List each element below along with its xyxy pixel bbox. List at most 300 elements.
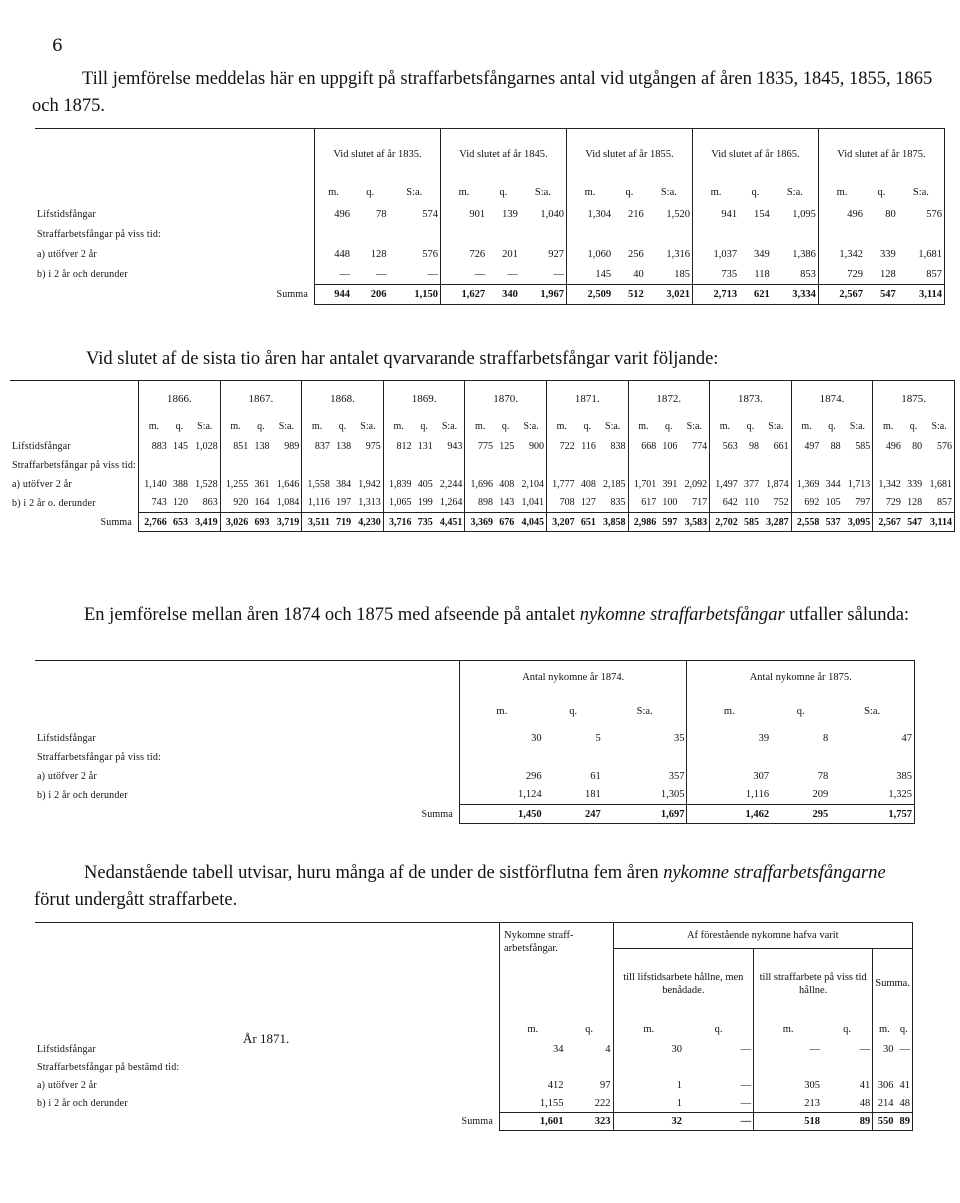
t2-cell: 812 xyxy=(383,437,413,456)
t4-cell: 306 xyxy=(873,1077,896,1095)
t4-cell: — xyxy=(896,1041,913,1059)
page-number: 6 xyxy=(52,36,63,56)
t2-cell xyxy=(353,456,383,475)
prior-sentence-paragraph xyxy=(34,860,914,914)
t2-cell: 128 xyxy=(907,497,923,509)
t2-cell: 857 xyxy=(924,494,954,513)
t1-group-header: Vid slutet af år 1835. xyxy=(315,129,441,181)
t2-cell: 989 xyxy=(284,440,300,452)
t4-cell xyxy=(613,1059,684,1077)
t1-cell xyxy=(898,225,945,245)
t1-cell: — xyxy=(507,268,518,280)
t2-cell xyxy=(139,456,169,475)
table-prior-sentences xyxy=(35,922,913,1131)
t4-cell: 213 xyxy=(754,1095,822,1113)
t2-cell: 3,858 xyxy=(598,513,628,532)
t2-cell xyxy=(924,456,954,475)
t3-subheader: q. xyxy=(569,706,578,717)
t2-cell: 752 xyxy=(773,497,789,509)
t2-subheader: m. xyxy=(139,417,169,437)
t1-cell: 1,304 xyxy=(566,205,613,225)
t4-cell: 48 xyxy=(896,1095,913,1113)
t2-cell: 88 xyxy=(830,440,841,452)
t2-subheader: S:a. xyxy=(523,421,539,432)
t2-cell: 774 xyxy=(692,440,708,452)
t3-cell: 357 xyxy=(668,770,685,782)
t1-cell: 1,386 xyxy=(792,249,816,260)
t3-cell: 247 xyxy=(544,805,603,824)
t2-cell: 106 xyxy=(662,440,678,452)
t2-cell: 642 xyxy=(710,494,740,513)
t3-cell: 35 xyxy=(673,732,685,744)
t2-year-header: 1872. xyxy=(628,381,710,417)
t4-cell: 305 xyxy=(754,1077,822,1095)
t1-cell xyxy=(739,225,772,245)
t1-group-header: Vid slutet af år 1865. xyxy=(692,129,818,181)
t2-cell: 668 xyxy=(628,437,658,456)
t2-cell: 576 xyxy=(924,437,954,456)
t2-subheader: m. xyxy=(302,417,332,437)
t1-cell xyxy=(315,225,352,245)
t2-subheader: m. xyxy=(791,417,821,437)
t2-cell: 563 xyxy=(710,437,740,456)
t2-year-header: 1871. xyxy=(546,381,628,417)
t2-cell: 105 xyxy=(825,497,841,509)
t2-cell: 98 xyxy=(749,440,759,452)
t1-subheader: q. xyxy=(625,187,634,198)
t1-subheader: S:a. xyxy=(660,187,677,198)
t1-subheader: m. xyxy=(566,181,613,205)
t1-stub xyxy=(35,129,315,181)
t2-cell: 2,567 xyxy=(873,513,903,532)
t1-row-label: b) i 2 år och derunder xyxy=(37,269,128,280)
t1-group-header: Vid slutet af år 1875. xyxy=(818,129,944,181)
t4-cell: 89 xyxy=(822,1113,873,1131)
t1-group-header: Vid slutet af år 1845. xyxy=(440,129,566,181)
t2-year-header: 1875. xyxy=(873,381,955,417)
t2-subheader: S:a. xyxy=(605,421,621,432)
t2-cell: 2,104 xyxy=(521,478,544,490)
t1-cell: 216 xyxy=(628,209,644,220)
t2-subheader: q. xyxy=(257,421,265,432)
t2-cell xyxy=(577,456,598,475)
t2-cell xyxy=(710,456,740,475)
t4-cell: 1 xyxy=(613,1095,684,1113)
t4-cell: 41 xyxy=(896,1077,913,1095)
t2-cell: 900 xyxy=(528,440,544,452)
t4-cell: — xyxy=(740,1097,752,1109)
t2-cell: 1,342 xyxy=(873,475,903,494)
t2-cell: 3,207 xyxy=(546,513,576,532)
t1-subheader: m. xyxy=(692,181,739,205)
t1-cell: 927 xyxy=(548,249,564,260)
t1-subheader: m. xyxy=(440,181,487,205)
t2-cell: 116 xyxy=(581,440,596,452)
t1-cell: 1,150 xyxy=(388,285,440,305)
t1-row-label: a) utöfver 2 år xyxy=(37,249,97,260)
t3-cell: 385 xyxy=(830,767,914,786)
t2-row-label: Lifstidsfångar xyxy=(12,440,71,452)
t1-cell: 574 xyxy=(422,209,438,220)
t1-cell xyxy=(440,225,487,245)
t2-subheader: q. xyxy=(501,421,510,432)
t2-cell: 384 xyxy=(336,478,352,490)
t2-cell: 3,583 xyxy=(679,513,709,532)
t2-subheader: m. xyxy=(220,417,250,437)
t2-stub xyxy=(10,381,139,417)
t2-cell: 883 xyxy=(139,437,169,456)
t2-cell xyxy=(272,456,302,475)
t3-group-header: Antal nykomne år 1874. xyxy=(460,661,687,695)
t3-cell: 1,116 xyxy=(687,786,771,805)
t2-cell: 743 xyxy=(139,494,169,513)
t2-cell xyxy=(302,456,332,475)
t1-cell xyxy=(613,225,646,245)
t1-row-label: Lifstidsfångar xyxy=(37,209,96,220)
t3-cell: 1,305 xyxy=(660,789,685,801)
t1-cell xyxy=(352,225,389,245)
t1-cell: 448 xyxy=(315,245,352,265)
t2-cell xyxy=(821,456,842,475)
t1-subheader: S:a. xyxy=(786,187,803,198)
t1-cell xyxy=(692,225,739,245)
t2-cell: 1,255 xyxy=(220,475,250,494)
t1-cell: 339 xyxy=(880,249,896,260)
t2-cell: 617 xyxy=(628,494,658,513)
t4-cell: — xyxy=(859,1044,871,1055)
t4-cell xyxy=(754,1059,822,1077)
t2-cell: 797 xyxy=(855,497,871,509)
t1-cell: 206 xyxy=(352,285,389,305)
t3-row-label: Lifstidsfångar xyxy=(37,732,96,744)
t1-cell: 1,342 xyxy=(818,245,865,265)
t1-cell xyxy=(487,225,520,245)
t2-subheader: q. xyxy=(583,421,591,432)
t4-cell: 48 xyxy=(859,1097,871,1109)
t4-col-straff: till straffarbete på viss tid hållne. xyxy=(754,949,873,1019)
text3-b: utfaller sålunda: xyxy=(789,605,910,625)
t4-cell: 30 xyxy=(613,1041,684,1059)
t2-cell: 1,041 xyxy=(521,497,544,509)
t1-subheader: q. xyxy=(877,187,886,198)
t2-year-header: 1867. xyxy=(220,381,302,417)
t1-cell: 1,060 xyxy=(566,245,613,265)
t2-row-label: a) utöfver 2 år xyxy=(12,478,72,490)
t2-subheader: q. xyxy=(175,421,184,432)
t2-cell: 1,942 xyxy=(358,478,381,490)
t4-cell: — xyxy=(740,1080,752,1091)
t4-subheader: q. xyxy=(714,1024,723,1035)
t4-row-label: b) i 2 år och derunder xyxy=(37,1098,128,1109)
t1-cell xyxy=(818,225,865,245)
t2-cell: 377 xyxy=(744,478,759,490)
t1-cell: 576 xyxy=(422,249,438,260)
t3-cell xyxy=(460,748,544,767)
t2-cell: 131 xyxy=(417,440,433,452)
t4-row-label: Lifstidsfångar xyxy=(37,1044,96,1055)
t3-cell: 209 xyxy=(812,789,829,801)
t1-cell: 128 xyxy=(880,268,896,280)
t2-cell: 2,702 xyxy=(710,513,740,532)
t2-cell: 722 xyxy=(546,437,576,456)
t2-cell: 851 xyxy=(220,437,250,456)
t2-cell xyxy=(791,456,821,475)
t2-subheader: S:a. xyxy=(441,421,458,432)
t2-year-header: 1874. xyxy=(791,381,873,417)
t2-cell: 405 xyxy=(417,478,433,490)
t1-cell: 1,681 xyxy=(898,245,945,265)
t2-cell xyxy=(169,456,190,475)
t2-subheader: q. xyxy=(665,421,673,432)
t4-cell xyxy=(500,1059,566,1077)
t1-cell: 576 xyxy=(898,205,945,225)
t1-cell: 128 xyxy=(370,249,387,260)
t1-cell: 1,967 xyxy=(520,285,567,305)
t4-subheader: m. xyxy=(754,1019,822,1041)
t4-cell: — xyxy=(684,1113,754,1131)
t1-cell: 1,037 xyxy=(692,245,739,265)
t2-cell: 125 xyxy=(499,440,515,452)
t4-cell: 518 xyxy=(754,1113,822,1131)
t2-cell: 837 xyxy=(302,437,332,456)
t3-cell: 295 xyxy=(771,805,830,824)
t2-cell xyxy=(679,456,709,475)
t2-cell: 597 xyxy=(658,513,679,532)
t1-cell: 857 xyxy=(898,265,945,285)
t2-cell xyxy=(761,456,791,475)
t2-cell: 1,140 xyxy=(139,475,169,494)
t1-cell: 941 xyxy=(692,205,739,225)
t3-cell: 5 xyxy=(595,732,601,744)
t2-cell: 138 xyxy=(254,440,270,452)
t2-cell: 838 xyxy=(610,440,626,452)
t1-cell xyxy=(520,225,567,245)
t4-cell: 412 xyxy=(500,1077,566,1095)
t1-cell: 118 xyxy=(754,268,770,280)
t2-cell xyxy=(220,456,250,475)
t1-cell: 944 xyxy=(315,285,352,305)
t1-cell: 621 xyxy=(739,285,772,305)
t2-cell: 537 xyxy=(821,513,842,532)
t1-subheader: S:a. xyxy=(406,187,423,198)
t4-cell xyxy=(565,1059,613,1077)
t2-cell: 547 xyxy=(903,513,924,532)
t1-cell: 1,040 xyxy=(540,209,564,220)
t1-subheader: m. xyxy=(315,181,352,205)
t2-subheader: q. xyxy=(828,421,836,432)
t1-cell: 139 xyxy=(502,209,518,220)
t2-cell: 408 xyxy=(499,478,515,490)
t2-cell: 3,719 xyxy=(272,513,302,532)
t1-cell: 2,509 xyxy=(566,285,613,305)
t2-row-label: Straffarbetsfångar på viss tid: xyxy=(12,459,137,471)
t4-subheader: m. xyxy=(500,1019,566,1041)
t1-cell: 1,627 xyxy=(440,285,487,305)
t2-cell xyxy=(332,456,353,475)
t2-cell: 2,766 xyxy=(139,513,169,532)
t1-subheader: q. xyxy=(366,187,375,198)
t1-stub xyxy=(35,181,315,205)
t4-cell: 4 xyxy=(605,1044,611,1055)
t4-subheader: m. xyxy=(873,1019,896,1041)
t1-group-header: Vid slutet af år 1855. xyxy=(566,129,692,181)
t4-stub xyxy=(35,1019,500,1046)
t2-cell: 1,874 xyxy=(766,478,789,490)
t2-cell: 138 xyxy=(336,440,352,452)
t4-cell xyxy=(822,1059,873,1077)
t2-cell: 497 xyxy=(791,437,821,456)
t3-stub xyxy=(35,661,460,695)
intro-paragraph: Till jemförelse meddelas här en uppgift på straffarbetsfångarnes antal vid utgången af åren 1835, 1845, 1855, 1865 och 1875. xyxy=(32,69,933,116)
t2-subheader: S:a. xyxy=(686,421,702,432)
t2-cell: 585 xyxy=(855,440,871,452)
t3-group-header: Antal nykomne år 1875. xyxy=(687,661,915,695)
t2-cell: 4,230 xyxy=(353,513,383,532)
t2-cell xyxy=(383,456,413,475)
table-1866-1875 xyxy=(10,380,955,532)
t2-cell xyxy=(740,456,761,475)
t1-cell xyxy=(388,225,440,245)
t2-cell: 339 xyxy=(907,478,923,490)
t2-cell xyxy=(190,456,220,475)
t2-cell: 729 xyxy=(873,494,903,513)
t2-cell: 127 xyxy=(580,497,596,509)
t4-subheader: q. xyxy=(896,1019,913,1041)
t2-cell: 719 xyxy=(332,513,353,532)
t2-cell: 120 xyxy=(172,497,188,509)
t1-cell: 735 xyxy=(692,265,739,285)
t2-cell: 898 xyxy=(465,494,495,513)
table-nykomne-1874-1875 xyxy=(35,660,915,824)
t2-cell: 835 xyxy=(610,497,626,509)
t2-cell xyxy=(658,456,679,475)
t2-cell xyxy=(843,456,873,475)
t2-cell: 735 xyxy=(413,513,434,532)
t2-cell: 1,646 xyxy=(276,478,300,490)
t1-cell: 547 xyxy=(865,285,898,305)
t2-subheader: q. xyxy=(420,421,428,432)
t1-cell: 340 xyxy=(487,285,520,305)
t2-cell xyxy=(435,456,465,475)
t2-subheader: m. xyxy=(465,417,495,437)
t4-col-lifstid: till lifstidsarbete hållne, men benådade. xyxy=(613,949,754,1019)
t2-cell: 863 xyxy=(202,497,218,509)
t2-cell: 1,116 xyxy=(302,494,332,513)
t2-subheader: S:a. xyxy=(278,421,294,432)
t2-subheader: S:a. xyxy=(360,421,376,432)
t2-cell: 717 xyxy=(692,497,708,509)
t1-cell: 2,567 xyxy=(818,285,865,305)
t2-subheader: q. xyxy=(746,421,755,432)
t1-cell: 3,114 xyxy=(898,285,945,305)
t1-cell: 901 xyxy=(440,205,487,225)
t2-cell: 1,777 xyxy=(546,475,576,494)
t1-subheader: S:a. xyxy=(534,187,551,198)
t1-subheader: m. xyxy=(818,181,865,205)
t2-subheader: m. xyxy=(546,417,576,437)
t4-row-label: Summa xyxy=(461,1116,493,1127)
t2-cell: 361 xyxy=(254,478,270,490)
t3-row-label: Summa xyxy=(421,808,453,820)
comparison-paragraph xyxy=(34,602,924,629)
t2-cell xyxy=(495,456,516,475)
t4-cell: 34 xyxy=(500,1041,566,1059)
t1-row-label: Straffarbetsfångar på viss tid: xyxy=(37,229,162,240)
t4-cell: 1,601 xyxy=(500,1113,566,1131)
t2-subheader: m. xyxy=(628,417,658,437)
t3-cell: 1,325 xyxy=(830,786,914,805)
t4-cell: 1,155 xyxy=(500,1095,566,1113)
t2-year-header: 1873. xyxy=(710,381,792,417)
t1-cell: — xyxy=(427,268,438,280)
t1-cell xyxy=(865,225,898,245)
t4-row-label: a) utöfver 2 år xyxy=(37,1080,97,1091)
t3-subheader: S:a. xyxy=(636,706,653,717)
t4-cell xyxy=(684,1059,754,1077)
text4-a: Nedanstående tabell utvisar, huru många af de under de sistförflutna fem åren xyxy=(84,863,659,883)
t3-cell: 296 xyxy=(460,767,544,786)
t3-cell: 1,697 xyxy=(603,805,687,824)
t4-cell xyxy=(896,1059,913,1077)
t3-subheader: m. xyxy=(460,695,544,729)
t1-cell: 1,316 xyxy=(666,249,690,260)
t1-cell: 2,713 xyxy=(692,285,739,305)
t1-cell: — xyxy=(440,265,487,285)
t2-cell xyxy=(465,456,495,475)
t2-cell: 2,986 xyxy=(628,513,658,532)
t2-cell: 80 xyxy=(912,440,923,452)
t2-cell: 585 xyxy=(740,513,761,532)
t1-cell xyxy=(646,225,693,245)
t2-cell: 391 xyxy=(662,478,678,490)
t1-cell: 80 xyxy=(885,209,896,220)
t2-row-label: Summa xyxy=(100,516,133,528)
t1-cell: 496 xyxy=(315,205,352,225)
t4-cell: 214 xyxy=(873,1095,896,1113)
t2-cell: 164 xyxy=(254,497,270,509)
t2-cell xyxy=(903,456,924,475)
t2-cell: 3,287 xyxy=(761,513,791,532)
t4-cell: 323 xyxy=(565,1113,613,1131)
t3-subheader: m. xyxy=(687,695,771,729)
t2-subheader: q. xyxy=(909,421,918,432)
t2-cell: 3,026 xyxy=(220,513,250,532)
t2-subheader: S:a. xyxy=(768,421,784,432)
t3-cell xyxy=(830,748,914,767)
t1-cell: 726 xyxy=(440,245,487,265)
t3-row-label: a) utöfver 2 år xyxy=(37,770,97,782)
t4-cell: 32 xyxy=(613,1113,684,1131)
t2-cell: 3,095 xyxy=(843,513,873,532)
t3-row-label: b) i 2 år och derunder xyxy=(37,789,128,801)
t2-cell: 3,419 xyxy=(190,513,220,532)
t2-cell: 197 xyxy=(336,497,352,509)
t2-subheader: m. xyxy=(710,417,740,437)
text4-b: förut undergått straffarbete. xyxy=(34,890,238,910)
t3-cell: 39 xyxy=(687,729,771,748)
t2-cell: 2,185 xyxy=(603,478,626,490)
t1-cell: 40 xyxy=(633,268,644,280)
t3-cell xyxy=(544,748,603,767)
text4-emphasis: nykomne straffarbetsfångarne xyxy=(663,863,886,883)
t2-cell: 692 xyxy=(791,494,821,513)
t4-cell: 41 xyxy=(859,1080,871,1091)
t2-subheader: S:a. xyxy=(849,421,866,432)
t4-year: År 1871. xyxy=(243,1030,290,1046)
t2-cell: 1,084 xyxy=(276,497,300,509)
t3-subheader: q. xyxy=(796,706,805,717)
t4-subheader: m. xyxy=(613,1019,684,1041)
